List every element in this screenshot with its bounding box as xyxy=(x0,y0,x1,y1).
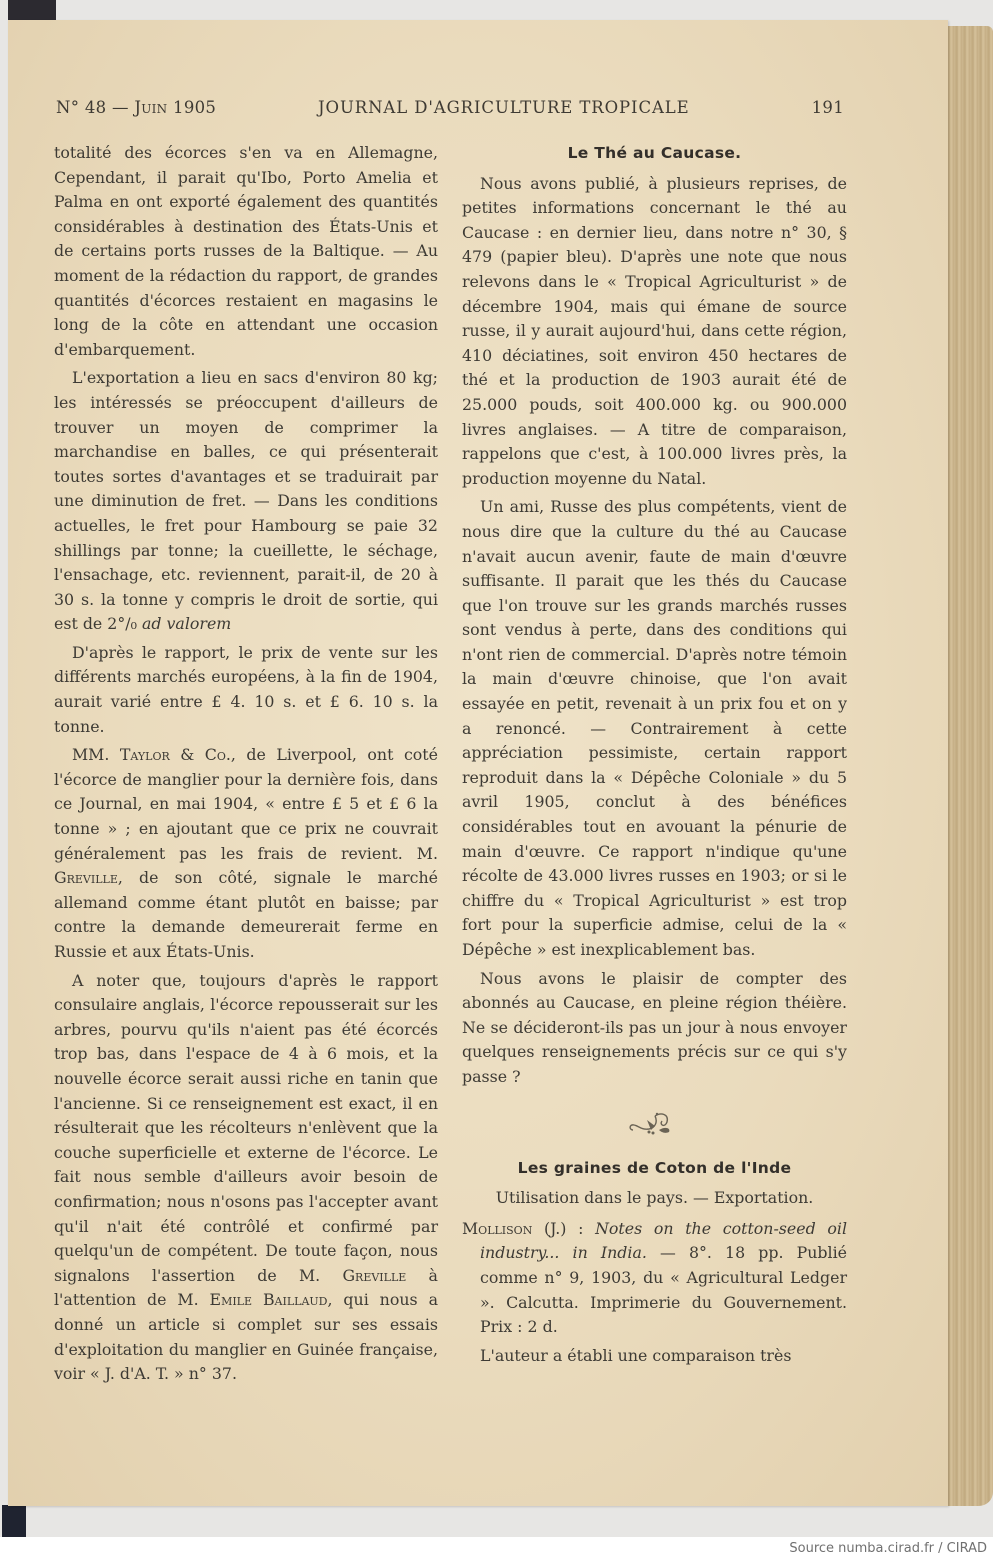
author-name: Mollison xyxy=(462,1218,533,1238)
left-column xyxy=(54,141,438,1391)
article-title: Les graines de Coton de l'Inde xyxy=(517,1158,792,1177)
paragraph: D'après le rapport, le prix de vente sur les différents marchés européens, à la fin de 1904, aurait varié entre £ 4. 10 s. et £ 6. 10 s. la tonne. xyxy=(54,642,438,736)
paragraph: totalité des écorces s'en va en Allemagne, Cependant, il parait qu'Ibo, Porto Amelia et Palma en ont exporté également des quantités considérables à destination des États-Unis et de certains ports russes de la Baltique. — Au moment de la rédaction du rapport, de grandes quantités d'écorces restaient en magasins le long de la côte en attendant une occasion d'embarquement. xyxy=(54,143,438,359)
work-title: Notes on the cotton-seed oil industry... in India. xyxy=(480,1218,847,1263)
paragraph: L'auteur a établi une comparaison très xyxy=(480,1345,792,1365)
paragraph: Un ami, Russe des plus compétents, vient de nous dire que la culture du thé au Caucase n'avait aucun avenir, faute de main d'œuvre suffisante. Il parait que les thés du Caucase que l'on trouve sur les grands marchés russes sont vendus à perte, dans des conditions qui n'ont rien de commercial. D'après notre témoin la main d'œuvre chinoise, que l'on avait essayée en petit, revenait à un prix fou et on y a renoncé. — Contrairement à cette appréciation pessimiste, certain rapport reproduit dans la « Dépêche Coloniale » du 5 avril 1905, conclut à des bénéfices considérables tout en avouant la pénurie de main d'œuvre. Ce rapport n'indique qu'une récolte de 43.000 livres russes en 1903; or si le chiffre du « Tropical Agriculturist » est trop fort pour la superficie admise, celui de la « Dépêche » est inexplicablement bas. xyxy=(462,497,847,959)
paragraph: MM. Taylor & Co., de Liverpool, ont coté l'écorce de manglier pour la dernière fois, dans ce Journal, en mai 1904, « entre £ 5 et £ 6 la tonne » ; en ajoutant que ce prix ne couvrait généralement pas les frais de revient. M. Greville, de son côté, signale le marché allemand comme étant plutôt en baisse; par contre la demande demeurerait ferme en Russie et aux États-Unis. xyxy=(54,745,438,961)
running-header xyxy=(56,98,844,122)
bibliographic-reference: Mollison (J.) : Notes on the cotton-seed oil industry... in India. — 8°. 18 pp. Publié comme n° 9, 1903, du « Agricultural Ledger ». Calcutta. Imprimerie du Gouvernement. Prix : 2 d. xyxy=(462,1218,847,1337)
binding-edge-bottom xyxy=(2,1505,26,1537)
article-title: Le Thé au Caucase. xyxy=(567,144,742,162)
article-subtitle: Utilisation dans le pays. — Exportation. xyxy=(495,1188,814,1208)
person-name: Greville xyxy=(54,868,118,888)
right-column xyxy=(462,141,847,1372)
italic-phrase: ad valorem xyxy=(141,614,232,634)
paragraph: L'exportation a lieu en sacs d'environ 80 kg; les intéressés se préoccupent d'ailleurs de trouver un moyen de comprimer la marchandise en balles, ce qui présenterait toutes sortes d'avantages et se traduirait par une diminution de fret. — Dans les conditions actuelles, le fret pour Hambourg se paie 32 shillings par tonne; la cueillette, le séchage, l'ensachage, etc. reviennent, parait-il, de 20 à 30 s. la tonne y compris le droit de sortie, qui est de 2°/₀ ad valorem xyxy=(54,368,438,634)
journal-title: JOURNAL D'AGRICULTURE TROPICALE xyxy=(318,98,690,117)
person-name: Greville xyxy=(342,1265,407,1285)
issue-date: N° 48 — Juin 1905 xyxy=(56,98,217,117)
fleuron-ornament-icon xyxy=(462,1108,847,1148)
paragraph: Nous avons le plaisir de compter des abonnés au Caucase, en pleine région théière. Ne se décideront-ils pas un jour à nous envoyer quelques renseignements précis sur ce qui s'y passe ? xyxy=(462,968,847,1086)
person-name: Emile Baillaud xyxy=(209,1290,328,1310)
source-credit: Source numba.cirad.fr / CIRAD xyxy=(789,1541,987,1556)
paragraph: A noter que, toujours d'après le rapport consulaire anglais, l'écorce repousserait sur les arbres, pourvu qu'ils n'aient pas été écorcés trop bas, dans l'espace de 4 à 6 mois, et la nouvelle écorce serait aussi riche en tanin que l'ancienne. Si ce renseignement est exact, il en résulterait que les récolteurs n'enlèvent que la couche superficielle et externe de l'écorce. Le fait nous semble d'ailleurs avoir besoin de confirmation; nous n'osons pas l'accepter avant qu'il n'ait été contrôlé et confirmé par quelqu'un de compétent. De toute façon, nous signalons l'assertion de M. Greville à l'attention de M. Emile Baillaud, qui nous a donné un article si complet sur ses essais d'exploitation du manglier en Guinée française, voir « J. d'A. T. » n° 37. xyxy=(54,970,438,1384)
company-name: MM. Taylor & Co., xyxy=(72,745,236,765)
paragraph: Nous avons publié, à plusieurs reprises, de petites informations concernant le thé au Caucase : en dernier lieu, dans notre n° 30, § 479 (papier bleu). D'après une note que nous relevons dans le « Tropical Agriculturist » de décembre 1904, mais qui émane de source russe, il y aurait aujourd'hui, dans cette région, 410 déciatines, soit environ 450 hectares de thé et la production de 1903 aurait été de 25.000 pouds, soit 400.000 kg. ou 900.000 livres anglaises. — A titre de comparaison, rappelons que c'est, à 100.000 livres près, la production moyenne du Natal. xyxy=(462,173,847,488)
page-number: 191 xyxy=(811,98,844,117)
binding-edge-top xyxy=(8,0,56,20)
